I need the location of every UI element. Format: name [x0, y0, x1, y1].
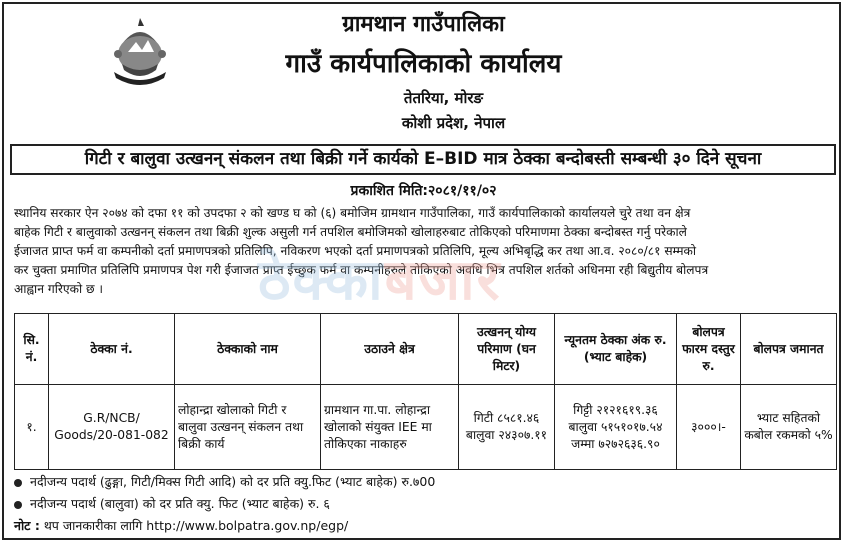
bullet-icon	[14, 479, 22, 487]
contract-table	[14, 313, 837, 470]
paragraph-line: कर चुक्ता प्रमाणित प्रतिलिपि प्रमाणपत्र पेश गरी ईजाजत प्राप्त ईच्छुक फर्म वा कम्पनीहरुले तोकिएको अवधि भित्र तपशिल शर्तको अधिनमा रही बिद्युतीय बोलपत्र	[14, 263, 709, 277]
header-contract-no: ठेक्का नं.	[49, 314, 175, 385]
province-address: कोशी प्रदेश, नेपाल	[401, 114, 506, 132]
cell-form-fee: ३०००।-	[677, 385, 741, 470]
office-name: गाउँ कार्यपालिकाको कार्यालय	[285, 49, 562, 79]
office-address: तेतरिया, मोरङ	[403, 89, 484, 107]
cell-min-amount	[555, 385, 677, 470]
footer-note	[14, 515, 435, 537]
amount-gravel: गिट्टी २१२१६१९.३६	[573, 402, 658, 417]
notice-title-banner: गिटी र बालुवा उत्खनन् संकलन तथा बिक्री गर्ने कार्यको E–BID मात्र ठेक्का बन्दोबस्ती सम्बन्धी ३० दिने सूचना	[10, 144, 836, 175]
cell-sn: १.	[15, 385, 49, 470]
cell-contract-no: G.R/NCB/ Goods/20-081-082	[49, 385, 175, 470]
header-sn: सि. नं.	[15, 314, 49, 385]
cell-area: ग्रामथान गा.पा. लोहान्द्रा खोलाको संयुक्त IEE मा तोकिएका नाकाहरु	[321, 385, 459, 470]
amount-sand: बालुवा ५१५१०१७.५४	[568, 419, 663, 434]
header-area: उठाउने क्षेत्र	[321, 314, 459, 385]
paragraph-line: स्थानिय सरकार ऐन २०७४ को दफा ११ को उपदफा २ को खण्ड घ को (६) बमोजिम ग्रामथान गाउँपालिका, गाउँ कार्यपालिकाको कार्यालयले चुरे तथा वन क्षेत्र	[14, 206, 691, 220]
header-min-amount: न्यूनतम ठेक्का अंक रु. (भ्याट बाहेक)	[555, 314, 677, 385]
amount-total: जम्मा ७२७२६३६.९०	[571, 436, 660, 451]
note-text: थप जानकारीका लागि http://www.bolpatra.gov.np/egp/	[43, 518, 349, 533]
note-rate-sand: नदीजन्य पदार्थ (बालुवा) को दर प्रति क्यु. फिट (भ्याट बाहेक) रु. ६	[30, 496, 330, 511]
watermark-part-1: ठेक्का	[258, 248, 385, 313]
watermark-part-2: बजार	[384, 248, 502, 313]
paragraph-line: ईजाजत प्राप्त फर्म वा कम्पनीको दर्ता प्रमाणपत्रको प्रतिलिपि, नविकरण भएको दर्ता प्रमाणपत्रको प्रतिलिपि, मूल्य अभिबृद्धि कर तथा आ.व. २०८०/८१ सम्मको	[14, 244, 697, 258]
watermark-logo	[258, 240, 502, 316]
cell-guarantee: भ्याट सहितको कबोल रकमको ५%	[741, 385, 837, 470]
quantity-sand: बालुवा २४३०७.११	[465, 428, 548, 442]
paragraph-line: बाहेक गिटी र बालुवाको उत्खनन् संकलन तथा बिक्री शुल्क असुली गर्न तपशिल बमोजिमको खोलाहरुबाट तोकिएको परिमाणमा ठेक्का बन्दोबस्त गर्नु परेकाले	[14, 225, 687, 239]
table-row	[15, 385, 837, 470]
municipality-name: ग्रामथान गाउँपालिका	[342, 11, 505, 37]
note-rate-gravel: नदीजन्य पदार्थ (ढुङ्गा, गिटी/मिक्स गिटी आदि) को दर प्रति क्यु.फिट (भ्याट बाहेक) रु.७00	[30, 474, 436, 489]
notes-section	[14, 471, 435, 537]
cell-contract-name: लोहान्द्रा खोलाको गिटी र बालुवा उत्खनन् संकलन तथा बिक्री कार्य	[175, 385, 321, 470]
header-guarantee: बोलपत्र जमानत	[741, 314, 837, 385]
table-header-row	[15, 314, 837, 385]
published-date: प्रकाशित मिति:२०८१/११/०२	[350, 183, 497, 199]
header-form-fee: बोलपत्र फारम दस्तुर रु.	[677, 314, 741, 385]
cell-quantity	[459, 385, 555, 470]
note-label: नोट :	[14, 518, 40, 533]
quantity-gravel: गिटी ८५८१.४६	[473, 411, 540, 425]
header-quantity: उत्खनन् योग्य परिमाण (घन मिटर)	[459, 314, 555, 385]
list-item	[14, 471, 435, 493]
list-item	[14, 493, 435, 515]
header-contract-name: ठेक्काको नाम	[175, 314, 321, 385]
paragraph-line: आह्वान गरिएको छ ।	[14, 282, 104, 296]
bullet-icon	[14, 501, 22, 509]
